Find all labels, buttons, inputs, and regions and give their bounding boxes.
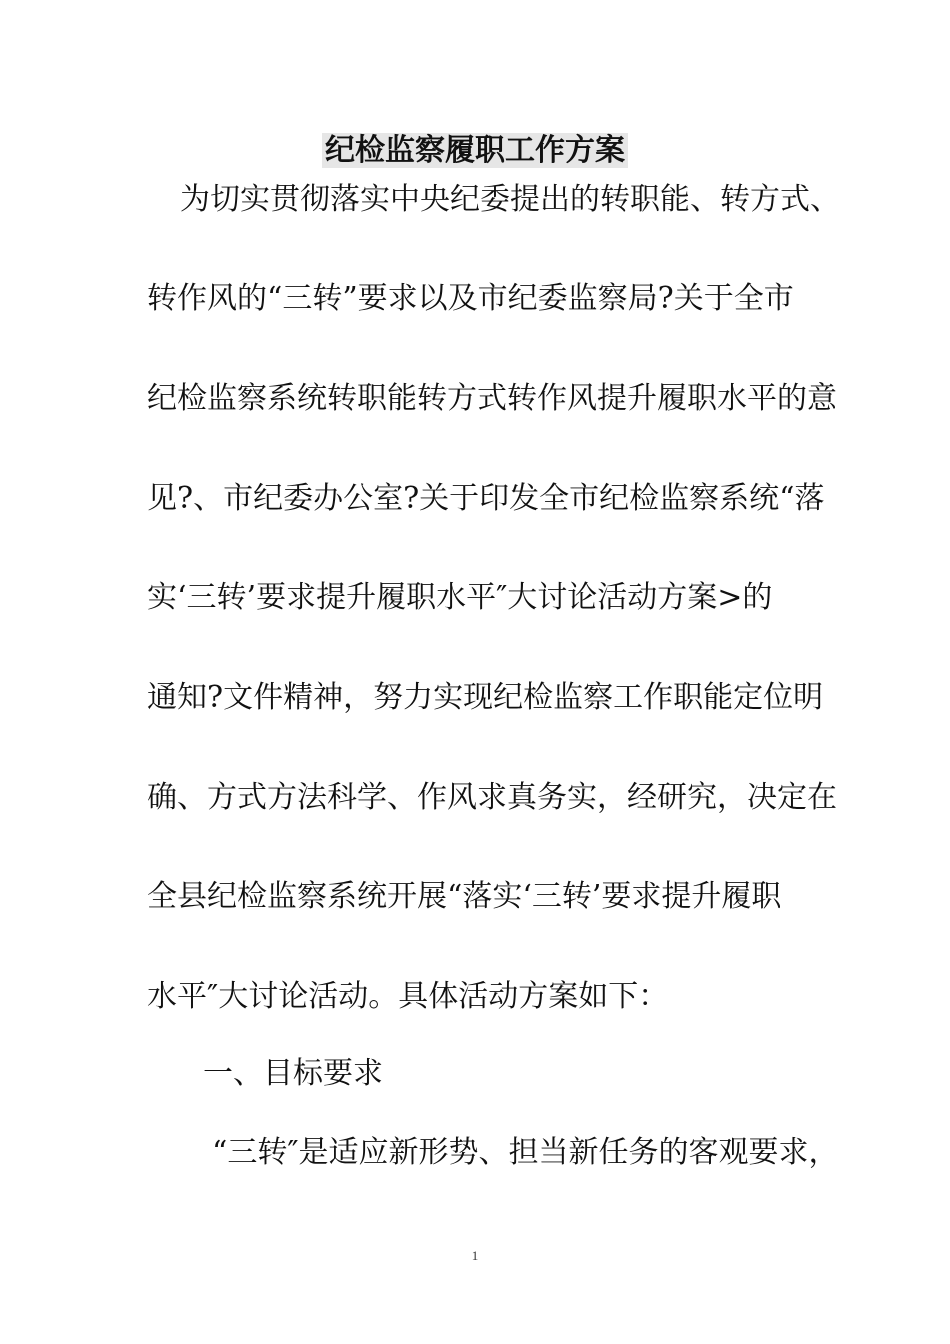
- body-line-5: 实‘三转’要求提升履职水平″大讨论活动方案>的: [147, 580, 773, 615]
- document-title: [0, 130, 950, 172]
- body-line-9: 水平″大讨论活动。具体活动方案如下：: [147, 979, 669, 1014]
- section-heading: 一、目标要求: [203, 1056, 383, 1091]
- body-line-8: 全县纪检监察系统开展“落实‘三转’要求提升履职: [147, 879, 782, 914]
- body-line-4: 见?、市纪委办公室?关于印发全市纪检监察系统“落: [147, 481, 825, 516]
- body-line-11: “三转″是适应新形势、担当新任务的客观要求，: [212, 1135, 839, 1170]
- body-line-6: 通知?文件精神，努力实现纪检监察工作职能定位明: [147, 680, 824, 715]
- body-line-7: 确、方式方法科学、作风求真务实，经研究，决定在: [147, 780, 837, 815]
- body-line-3: 纪检监察系统转职能转方式转作风提升履职水平的意: [147, 381, 837, 416]
- body-line-1: 为切实贯彻落实中央纪委提出的转职能、转方式、: [180, 182, 840, 217]
- page-number: 1: [471, 1248, 479, 1263]
- document-title-text: 纪检监察履职工作方案: [322, 133, 628, 168]
- body-line-2: 转作风的“三转”要求以及市纪委监察局?关于全市: [147, 281, 794, 316]
